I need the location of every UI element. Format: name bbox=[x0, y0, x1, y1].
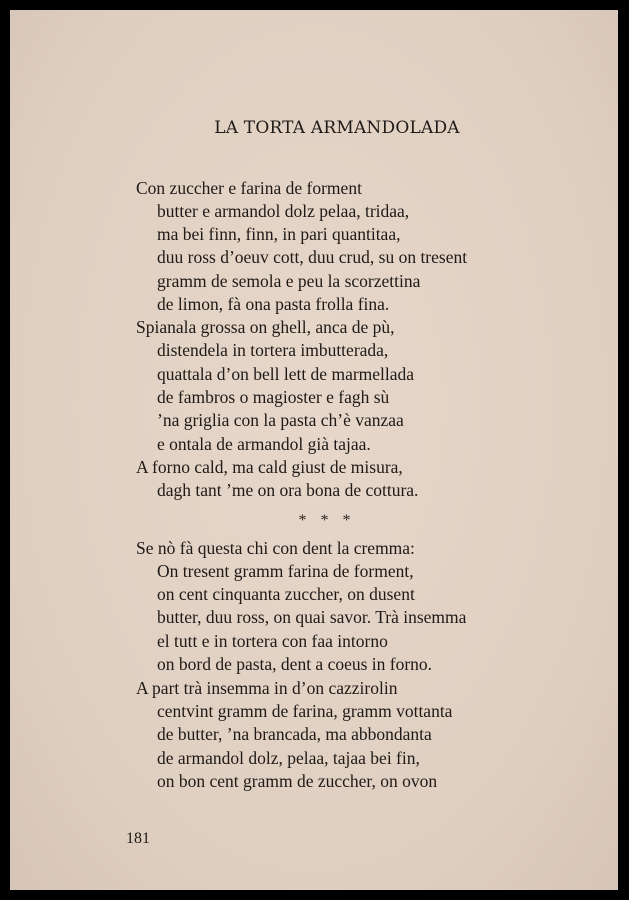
poem-line: A forno cald, ma cald giust de misura, bbox=[136, 457, 403, 477]
poem-line: de limon, fà ona pasta frolla fina. bbox=[157, 294, 390, 314]
poem-line: On tresent gramm farina de forment, bbox=[157, 561, 414, 581]
poem-line: Se nò fà questa chi con dent la cremma: bbox=[136, 538, 415, 558]
poem-line: gramm de semola e peu la scorzettina bbox=[157, 271, 421, 291]
poem bbox=[10, 10, 618, 890]
section-separator: * * * bbox=[298, 512, 356, 529]
poem-line: de butter, ’na brancada, ma abbondanta bbox=[157, 724, 432, 744]
poem-line: butter e armandol dolz pelaa, tridaa, bbox=[157, 201, 410, 221]
page-number: 181 bbox=[126, 830, 150, 847]
poem-line: de fambros o magioster e fagh sù bbox=[157, 387, 390, 407]
poem-line: Spianala grossa on ghell, anca de pù, bbox=[136, 317, 395, 337]
poem-line: quattala d’on bell lett de marmellada bbox=[157, 364, 415, 384]
poem-line: dagh tant ’me on ora bona de cottura. bbox=[157, 480, 419, 500]
poem-line: e ontala de armandol già tajaa. bbox=[157, 434, 371, 454]
poem-line: distendela in tortera imbutterada, bbox=[157, 340, 389, 360]
poem-line: on cent cinquanta zuccher, on dusent bbox=[157, 584, 415, 604]
poem-line: on bord de pasta, dent a coeus in forno. bbox=[157, 654, 433, 674]
poem-line: duu ross d’oeuv cott, duu crud, su on tresent bbox=[157, 247, 468, 267]
poem-line: de armandol dolz, pelaa, tajaa bei fin, bbox=[157, 748, 420, 768]
poem-line: ’na griglia con la pasta ch’è vanzaa bbox=[157, 410, 404, 430]
poem-line: el tutt e in tortera con faa intorno bbox=[157, 631, 388, 651]
poem-line: Con zuccher e farina de forment bbox=[136, 178, 362, 198]
poem-line: A part trà insemma in d’on cazzirolin bbox=[136, 678, 398, 698]
poem-line: butter, duu ross, on quai savor. Trà insemma bbox=[157, 607, 467, 627]
book-page bbox=[10, 10, 618, 890]
poem-line: centvint gramm de farina, gramm vottanta bbox=[157, 701, 453, 721]
page-title: LA TORTA ARMANDOLADA bbox=[214, 118, 460, 138]
poem-line: ma bei finn, finn, in pari quantitaa, bbox=[157, 224, 401, 244]
poem-line: on bon cent gramm de zuccher, on ovon bbox=[157, 771, 438, 791]
